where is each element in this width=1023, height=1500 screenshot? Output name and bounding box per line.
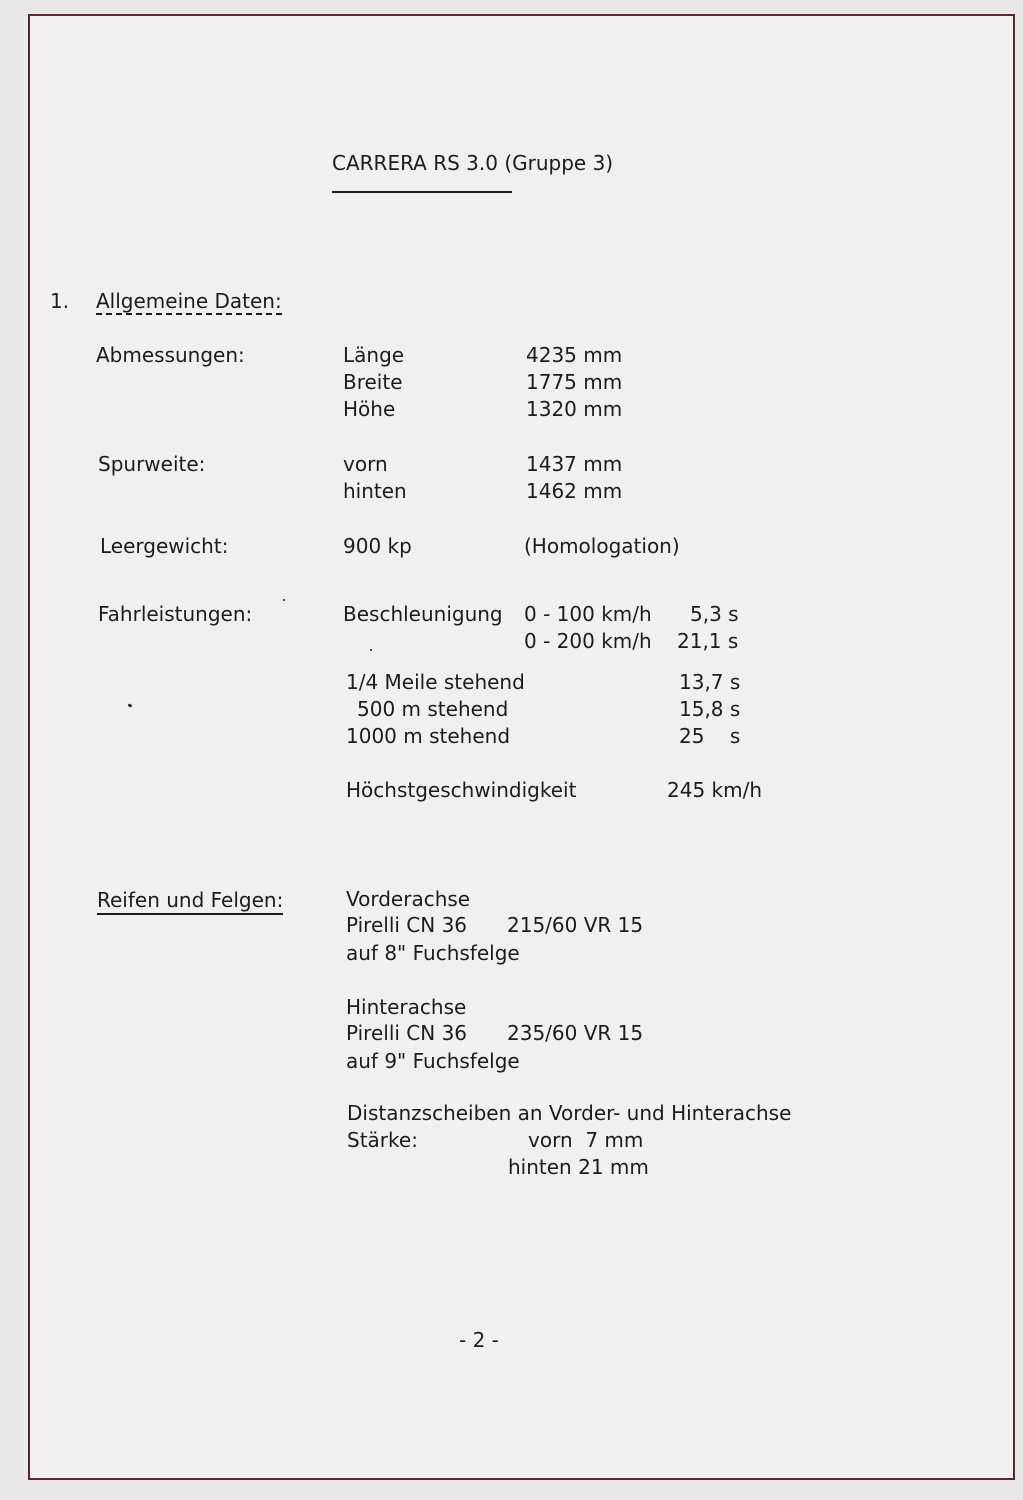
beschleunigung-label: Beschleunigung: [343, 602, 503, 626]
accel-range: 0 - 200 km/h: [524, 629, 652, 653]
dimension-name: Breite: [343, 370, 403, 394]
stehend-name: 500 m stehend: [357, 697, 509, 721]
abmessungen-label: Abmessungen:: [96, 343, 245, 367]
front-tyre: Pirelli CN 36: [346, 913, 468, 937]
hoechst-value: 245 km/h: [667, 778, 763, 802]
stehend-time: 13,7 s: [679, 670, 741, 694]
stehend-name: 1000 m stehend: [346, 724, 511, 748]
paper-speck: [283, 599, 285, 601]
leergewicht-value: 900 kp: [343, 534, 412, 558]
title-underline: [332, 191, 512, 193]
rear-axle-heading: Hinterachse: [346, 995, 467, 1019]
rear-tyre: Pirelli CN 36: [346, 1021, 468, 1045]
front-tyre-size: 215/60 VR 15: [507, 913, 644, 937]
front-axle-heading: Vorderachse: [346, 887, 471, 911]
rear-tyre-size: 235/60 VR 15: [507, 1021, 644, 1045]
dimension-name: Höhe: [343, 397, 396, 421]
stehend-time: 25 s: [679, 724, 741, 748]
staerke-label: Stärke:: [347, 1128, 418, 1152]
page-border: [28, 14, 1015, 1480]
staerke-hinten: hinten 21 mm: [508, 1155, 649, 1179]
dimension-value: 1320 mm: [526, 397, 623, 421]
track-value: 1462 mm: [526, 479, 623, 503]
dimension-value: 4235 mm: [526, 343, 623, 367]
section-number: 1.: [50, 289, 70, 313]
stehend-name: 1/4 Meile stehend: [346, 670, 525, 694]
front-rim: auf 8" Fuchsfelge: [346, 941, 520, 965]
accel-time: 5,3 s: [690, 602, 739, 626]
paper-speck: [370, 649, 372, 651]
stehend-time: 15,8 s: [679, 697, 741, 721]
track-name: vorn: [343, 452, 388, 476]
fahrleistungen-label: Fahrleistungen:: [98, 602, 253, 626]
leergewicht-label: Leergewicht:: [100, 534, 229, 558]
page-number: - 2 -: [459, 1328, 499, 1352]
reifen-label: Reifen und Felgen:: [97, 890, 283, 915]
page-title: CARRERA RS 3.0 (Gruppe 3): [332, 151, 614, 175]
rear-rim: auf 9" Fuchsfelge: [346, 1049, 520, 1073]
accel-time: 21,1 s: [677, 629, 739, 653]
section-heading: Allgemeine Daten:: [96, 289, 282, 313]
spurweite-label: Spurweite:: [98, 452, 206, 476]
dimension-name: Länge: [343, 343, 405, 367]
staerke-vorn: vorn 7 mm: [528, 1128, 644, 1152]
accel-range: 0 - 100 km/h: [524, 602, 652, 626]
distanzscheiben-text: Distanzscheiben an Vorder- und Hinterachse: [347, 1101, 792, 1125]
track-name: hinten: [343, 479, 407, 503]
track-value: 1437 mm: [526, 452, 623, 476]
dimension-value: 1775 mm: [526, 370, 623, 394]
paper: [30, 16, 1013, 1478]
leergewicht-note: (Homologation): [524, 534, 680, 558]
hoechst-label: Höchstgeschwindigkeit: [346, 778, 577, 802]
